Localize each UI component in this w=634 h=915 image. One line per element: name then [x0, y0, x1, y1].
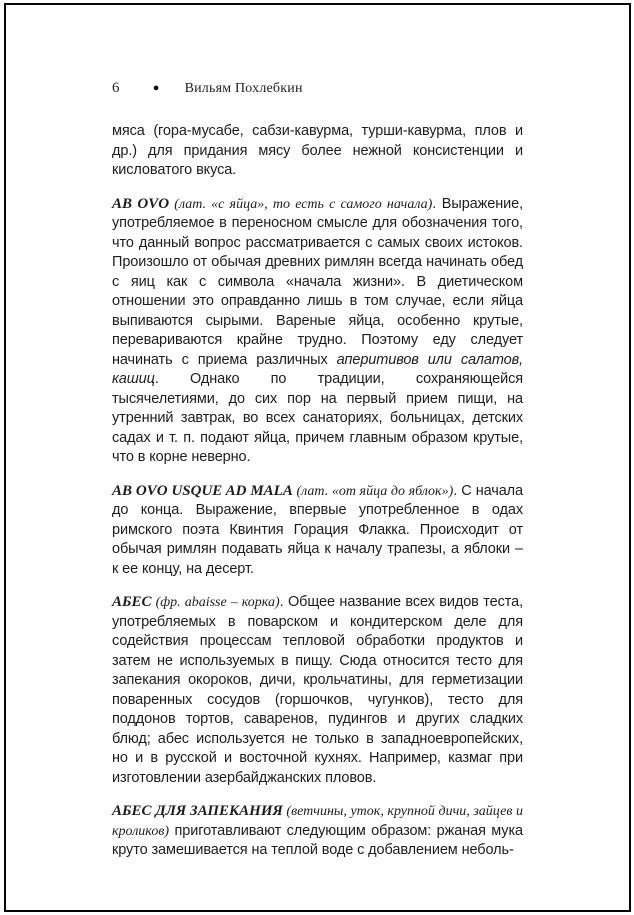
page-number: 6 — [112, 80, 120, 96]
entry-abes-dlya-zapekaniya-segment-note: (ветчины, уток, крупной дичи, зайцев и кроликов) — [112, 804, 523, 839]
entry-abes-segment-term: АБЕС — [112, 594, 152, 610]
entry-abes-segment-note: (фр. abaisse – корка) — [151, 595, 280, 610]
entry-ab-ovo-segment-italic: аперитивов или салатов, кашиц — [112, 351, 523, 387]
entry-ab-ovo-usque-ad-mala — [112, 482, 523, 580]
intro-continuation-paragraph — [112, 122, 523, 181]
entry-ab-ovo-segment-normal: . Однако по традиции, сохраняющейся тысячелетиями, до сих пор на первый прием пищи, на утренний завтрак, во всех санаториях, больницах, детских садах и т. п. подают яйца, причем главным образом крутые, что в корне неверно. — [112, 371, 523, 465]
entry-abes-dlya-zapekaniya-segment-normal: приготавливают следующим образом: ржаная мука круто замешивается на теплой воде с добавлением неболь- — [112, 822, 523, 858]
entry-abes-dlya-zapekaniya — [112, 802, 523, 861]
entry-ab-ovo — [112, 195, 523, 468]
entry-ab-ovo-segment-normal: . Выражение, употребляемое в переносном смысле для обозначения того, что данный вопрос рассматривается с самых своих истоков. Произошло от обычая древних римлян всегда начинать обед с яиц как с символа «начала жизни». В диетическом отношении это оправданно лишь в том случае, если яйца выпиваются сырыми. Вареные яйца, особенно крутые, перевариваются крайне трудно. Поэтому еду следует начинать с приема различных — [112, 195, 523, 368]
entry-ab-ovo-usque-ad-mala-segment-normal: . С начала до конца. Выражение, впервые употребленное в одах римского поэта Квинтия Горация Флакка. Происходит от обычая римлян подавать яйца к началу трапезы, а яблоки – к ее концу, на десерт. — [112, 482, 523, 577]
page-text-content — [112, 122, 523, 861]
running-title: Вильям Похлебкин — [184, 80, 303, 96]
entry-ab-ovo-segment-term: AB OVO — [112, 195, 170, 212]
entry-ab-ovo-usque-ad-mala-segment-term: AB OVO USQUE AD MALA — [112, 482, 293, 499]
running-header — [112, 80, 303, 97]
entry-abes-segment-normal: . Общее название всех видов теста, употребляемых в поварском и кондитерском деле для содействия процессам тепловой обработки продуктов и затем не используемых в пищу. Сюда относится тесто для запекания окороков, дичи, крольчатины, для герметизации поваренных сосудов (горшочков, чугунков), тесто для поддонов тортов, саваренов, пудингов и других сладких блюд; абес используется не только в западноевропейских, но и в русской и восточной кухнях. Например, казмаг при изготовлении азербайджанских пловов. — [112, 594, 524, 786]
intro-continuation-paragraph-segment-normal: мяса (гора-мусабе, сабзи-кавурма, турши-кавурма, плов и др.) для придания мясу более нежной консистенции и кисловатого вкуса. — [112, 123, 523, 178]
bullet-icon: ● — [152, 82, 160, 94]
entry-ab-ovo-usque-ad-mala-segment-note: (лат. «от яйца до яблок») — [292, 483, 454, 499]
entry-abes-dlya-zapekaniya-segment-term: АБЕС ДЛЯ ЗАПЕКАНИЯ — [112, 803, 283, 819]
entry-abes — [112, 593, 523, 788]
entry-ab-ovo-segment-note: (лат. «с яйца», то есть с самого начала) — [169, 196, 433, 212]
